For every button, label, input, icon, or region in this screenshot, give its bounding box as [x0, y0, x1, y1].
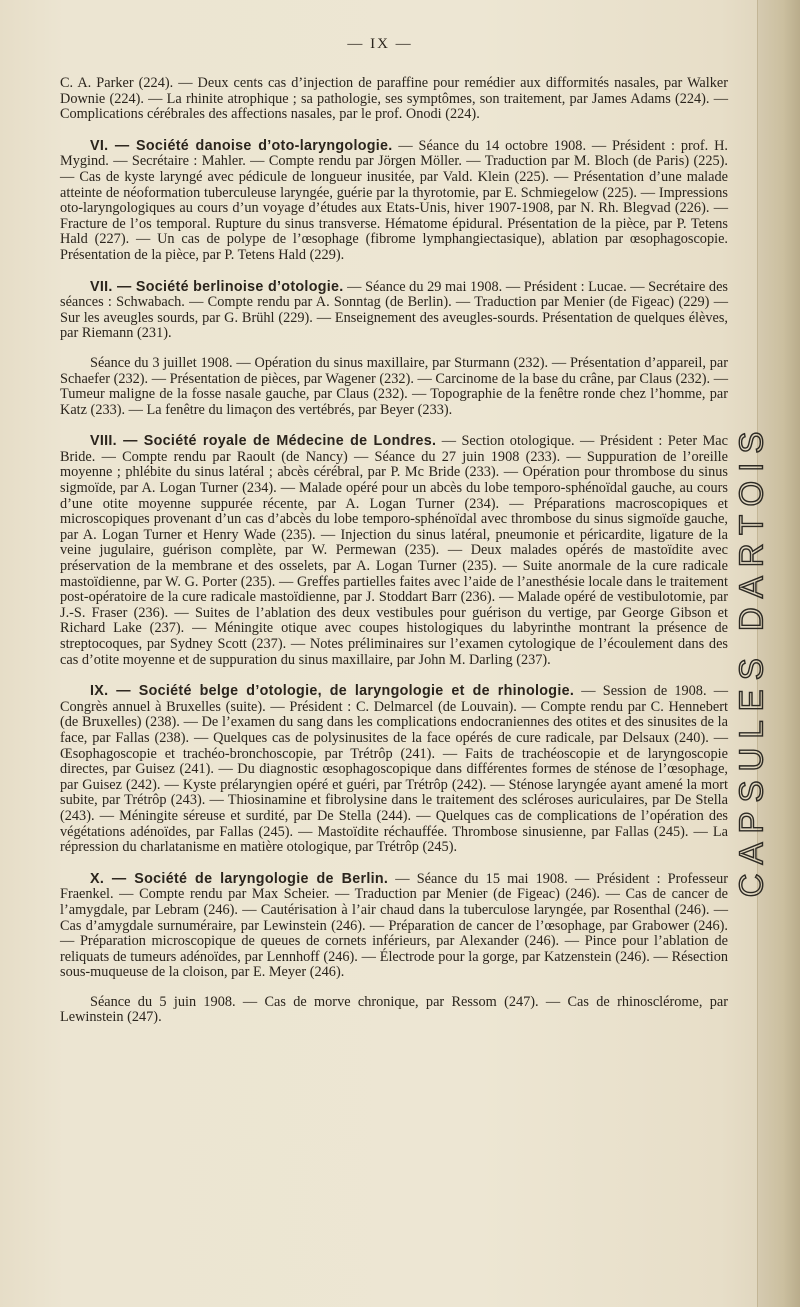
- section-text: — Séance du 15 mai 1908. — Président : Professeur Fraenkel. — Compte rendu par Max Scheier. — Traduction par Menier (de Figeac) (246). — Cas de cancer de l’amygdale, par Lebram (246). — Cautérisation à l’air chaud dans la tuberculose laryngée, par Rosenthal (246). — Cas d’amygdale surnuméraire, par Lewinstein (246). — Préparation de cancer de l’œsophage, par Grabower (246). — Préparation microscopique de queues de cornets inférieurs, par Alexander (246). — Pince pour l’ablation de reliquats de tumeurs adénoïdes, par Lennhoff (246). — Électrode pour la gorge, par Katzenstein (246). — Résection sous-muqueuse de la cloison, par E. Meyer (246).: [60, 870, 728, 981]
- section-viii-royal-london: [60, 434, 728, 668]
- section-text: — Séance du 29 mai 1908. — Président : Lucae. — Secrétaire des séances : Schwabach. — Compte rendu par A. Sonntag (de Berlin). — Traduction par Menier (de Figeac) (229) — Sur les aveugles sourds, par G. Brühl (229). — Enseignement des aveugles-sourds. Présentation de quelques élèves, par Riemann (231).: [60, 278, 728, 342]
- section-heading: VIII. — Société royale de Médecine de Londres.: [90, 433, 437, 450]
- page-number: — IX —: [347, 36, 413, 52]
- section-x-berlin-laryngology: [60, 872, 728, 981]
- paragraph-text: C. A. Parker (224). — Deux cents cas d’injection de paraffine pour remédier aux difformités nasales, par Walker Downie (224). — La rhinite atrophique ; sa pathologie, ses symptômes, son traitement, par James Adams (224). — Complications cérébrales des affections nasales, par le prof. Onodi (224).: [60, 75, 728, 123]
- session-july-1908: [60, 356, 728, 418]
- side-stamp-text: CAPSULES DARTOIS: [732, 422, 770, 898]
- section-text: — Séance du 14 octobre 1908. — Président : prof. H. Mygind. — Secrétaire : Mahler. — Compte rendu par Jörgen Möller. — Traduction par M. Bloch (de Paris) (225). — Cas de kyste laryngé avec pédicule de longueur inusitée, par Vald. Klein (225). — Présentation d’une malade atteinte de néoformation tuberculeuse laryngée, guérie par la thyrotomie, par E. Schmiegelow (225). — Impressions oto-laryngologiques au cours d’un voyage d’études aux Etats-Unis, hiver 1907-1908, par N. Rh. Blegvad (226). — Fracture de l’os temporal. Rupture du sinus transverse. Hématome épidural. Présentation de la pièce, par P. Tetens Hald (227). — Un cas de polype de l’œsophage (fibrome lymphangiectasique), ablation par œsophagoscopie. Présentation de la pièce, par P. Tetens Hald (229).: [60, 137, 728, 263]
- section-vi-danish-society: [60, 139, 728, 264]
- text-body: [60, 76, 728, 1026]
- section-heading: IX. — Société belge d’otologie, de laryngologie et de rhinologie.: [90, 683, 575, 700]
- side-advertisement-stamp: [732, 250, 770, 1070]
- section-vii-berlin-otology: [60, 280, 728, 342]
- session-text: Séance du 3 juillet 1908. — Opération du sinus maxillaire, par Sturmann (232). — Présentation d’appareil, par Schaefer (232). — Présentation de pièces, par Wagener (232). — Carcinome de la base du crâne, par Claus (232). — Tumeur maligne de la fosse nasale gauche, par Claus (232). — Topographie de la fenêtre ronde chez l’homme, par Katz (233). — La fenêtre du limaçon des vertébrés, par Beyer (233).: [60, 354, 728, 418]
- session-text: Séance du 5 juin 1908. — Cas de morve chronique, par Ressom (247). — Cas de rhinosclérome, par Lewinstein (247).: [60, 993, 728, 1026]
- section-text: — Section otologique. — Président : Peter Mac Bride. — Compte rendu par Raoult (de Nancy) — Séance du 27 juin 1908 (233). — Suppuration de l’oreille moyenne ; phlébite du sinus latéral ; abcès cérébral, par P. Mc Bride (233). — Opération pour thrombose du sinus sigmoïde, par A. Logan Turner (234). — Malade opéré pour un abcès du lobe temporo-sphénoïdal gauche, au cours d’une otite moyenne suppurée récente, par A. Logan Turner (234). — Préparations macroscopiques et microscopiques provenant d’un cas d’abcès du lobe temporo-sphénoïdal avec thrombose du sinus sigmoïde gauche, par A. Logan Turner et Henry Wade (235). — Injection du sinus latéral, pneumonie et péricardite, ligature de la veine jugulaire, guérison complète, par W. Permewan (235). — Deux malades opérés de mastoïdite avec préservation de la membrane et des osselets, par A. Logan Turner (235). — Suite anormale de la cure radicale mastoïdienne, par W. G. Porter (235). — Greffes partielles faites avec l’aide de l’anesthésie locale dans le traitement post-opératoire de la cure radicale mastoïdienne, par J. Stoddart Barr (236). — Malade opéré de vestibulotomie, par J.-S. Fraser (236). — Suites de l’ablation des deux vestibules pour guérison du vertige, par George Gibson et Richard Lake (237). — Méningite otique avec coupes histologiques du labyrinthe montrant la présence de streptocoques, par Sydney Scott (237). — Notes préliminaires sur l’examen cytologique de l’écoulement dans des cas d’otite moyenne et de suppuration du sinus maxillaire, par John M. Darling (237).: [60, 433, 728, 668]
- section-heading: X. — Société de laryngologie de Berlin.: [90, 870, 389, 887]
- section-heading: VII. — Société berlinoise d’otologie.: [90, 278, 344, 295]
- section-heading: VI. — Société danoise d’oto-laryngologie.: [90, 137, 393, 154]
- paragraph-parker: [60, 76, 728, 123]
- session-june-1908: [60, 995, 728, 1026]
- section-text: — Session de 1908. — Congrès annuel à Bruxelles (suite). — Président : C. Delmarcel (de Louvain). — Compte rendu par C. Hennebert (de Bruxelles) (238). — De l’examen du sang dans les complications endocraniennes des otites et des sinusites de la face, par Fallas (238). — Quelques cas de polysinusites de la face opérés de cure radicale, par Delsaux (240). — Œsophagoscopie et trachéo-bronchoscopie, par Trétrôp (241). — Faits de trachéoscopie et de laryngoscopie directes, par Guisez (241). — Du diagnostic œsophagoscopique dans différentes formes de sténose de l’œsophage, par Guisez (242). — Kyste prélaryngien opéré et guéri, par Trétrôp (242). — Sténose laryngée ayant amené la mort subite, par Trétrôp (243). — Thiosinamine et fibrolysine dans le traitement des scléroses auriculaires, par De Stella (243). — Méningite séreuse et surdité, par De Stella (244). — Quelques cas de complications de l’opération des végétations adénoïdes, par Fallas (245). — Mastoïdite réchauffée. Thrombose sinusienne, par Fallas (245). — La répression du charlatanisme en matière otologique, par Trétrôp (245).: [60, 683, 728, 856]
- section-ix-belgian-society: [60, 684, 728, 856]
